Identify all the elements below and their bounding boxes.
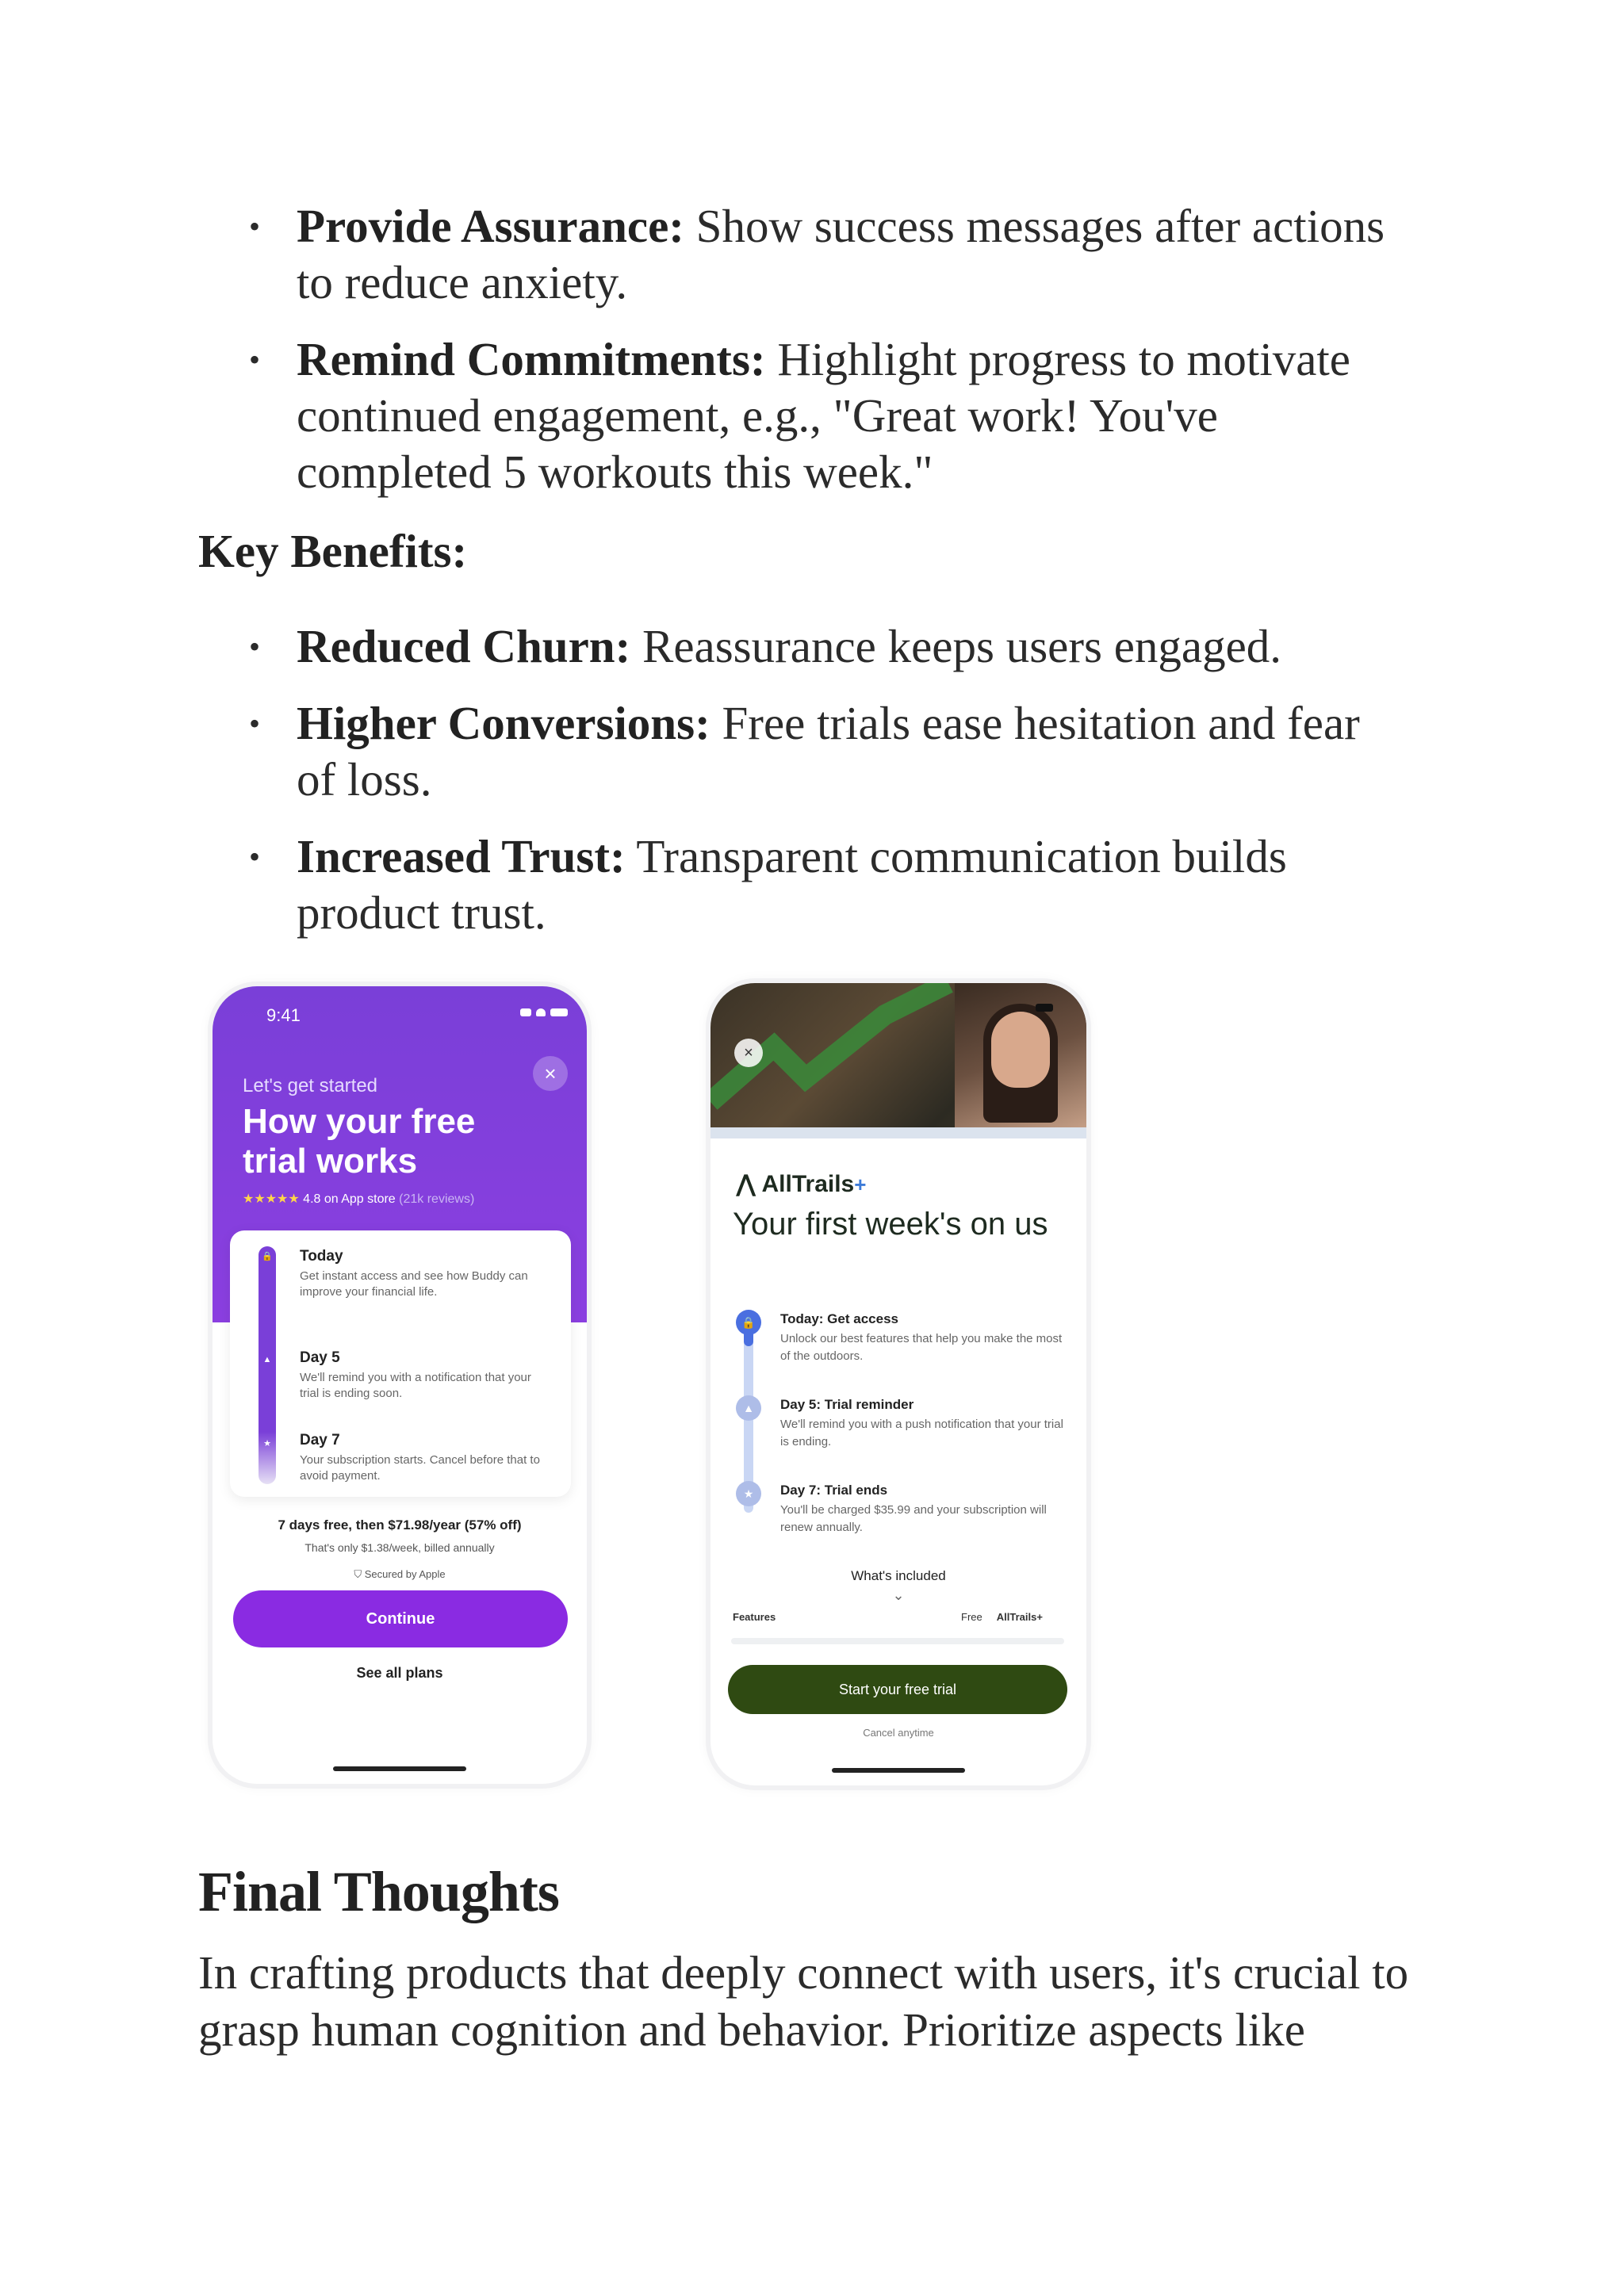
alltrails-logo: ⋀ AllTrails+ [736,1171,867,1197]
screen-title: How your free trial works [243,1102,476,1181]
status-icons [1036,1004,1053,1012]
bullet-icon: • [249,706,261,741]
see-all-plans-link[interactable]: See all plans [356,1665,443,1681]
timeline-step: Today Get instant access and see how Buddy can improve your financial life. [300,1248,528,1299]
list-item: • Reduced Churn: Reassurance keeps users engaged. [198,618,1467,675]
list-item: • Remind Commitments: Highlight progress to motivate continued engagement, e.g., "Great work! You've completed 5 workouts this week." [249,333,1350,498]
bell-icon: ▲ [262,1355,272,1364]
price-text: 7 days free, then $71.98/year (57% off) [278,1517,522,1533]
chevron-down-icon[interactable]: ⌄ [892,1587,905,1603]
start-free-trial-button[interactable]: Start your free trial [728,1665,1067,1714]
benefits-bullet-list [198,618,1467,941]
timeline-card [230,1230,571,1497]
signal-icon [520,1008,531,1016]
status-time: 9:41 [266,1005,301,1025]
list-item: • Increased Trust: Transparent communication builds product trust. [249,830,1287,939]
final-paragraph: In crafting products that deeply connect with users, it's crucial to grasp human cognition and behavior. Prioritize aspects like [198,1946,1409,2056]
close-icon[interactable]: × [734,1039,763,1067]
status-icons [520,1008,568,1016]
wifi-icon [536,1008,546,1016]
lock-icon: 🔒 [262,1252,273,1261]
bell-icon: ▲ [736,1395,761,1421]
home-indicator [832,1768,965,1773]
bullet-icon: • [249,209,261,244]
battery-icon [1036,1004,1053,1012]
continue-button[interactable]: Continue [233,1590,568,1647]
intro-bullet-list [198,198,1467,500]
key-benefits-heading: Key Benefits: [198,525,468,577]
cancel-anytime-text: Cancel anytime [863,1727,934,1739]
alltrails-trial-screenshot [710,983,1086,1785]
final-thoughts-heading: Final Thoughts [198,1860,559,1923]
app-rating: ★★★★★ 4.8 on App store (21k reviews) [243,1192,475,1206]
timeline-step: Day 7: Trial ends You'll be charged $35.99 and your subscription will renew annually. [780,1483,1047,1534]
features-column-label: Features [733,1611,776,1623]
list-item: • Provide Assurance: Show success messages after actions to reduce anxiety. [249,200,1385,308]
home-indicator [333,1766,466,1771]
divider [731,1638,1064,1644]
lock-icon: 🔒 [736,1310,761,1335]
timeline-step: Today: Get access Unlock our best features that help you make the most of the outdoors. [780,1311,1063,1363]
whats-included-toggle[interactable]: What's included [851,1568,946,1583]
photo-divider [710,1127,1086,1138]
list-item: • Higher Conversions: Free trials ease hesitation and fear of loss. [249,697,1360,806]
shield-icon: ⛉ [354,1568,365,1580]
screen-title: Your first week's on us [733,1207,1048,1242]
timeline-step: Day 5 We'll remind you with a notification that your trial is ending soon. [300,1349,531,1400]
secured-badge: ⛉ Secured by Apple [354,1568,446,1580]
buddy-trial-screenshot [213,986,587,1784]
kicker-text: Let's get started [243,1075,378,1096]
price-subtext: That's only $1.38/week, billed annually [304,1541,495,1554]
timeline-step: Day 7 Your subscription starts. Cancel before that to avoid payment. [300,1432,540,1483]
close-icon[interactable]: × [533,1056,568,1091]
star-icon: ★ [263,1439,271,1448]
timeline-step: Day 5: Trial reminder We'll remind you with a push notification that your trial is ending. [780,1397,1063,1448]
battery-icon [550,1008,568,1016]
bullet-icon: • [249,629,261,664]
bullet-icon: • [249,839,261,874]
star-icon: ★ [736,1481,761,1506]
mountain-icon: ⋀ [736,1171,762,1197]
bullet-icon: • [249,342,261,377]
plan-column-labels: Free AllTrails+ [961,1611,1043,1623]
star-icon: ★★★★★ [243,1192,300,1206]
person-face [991,1012,1050,1088]
